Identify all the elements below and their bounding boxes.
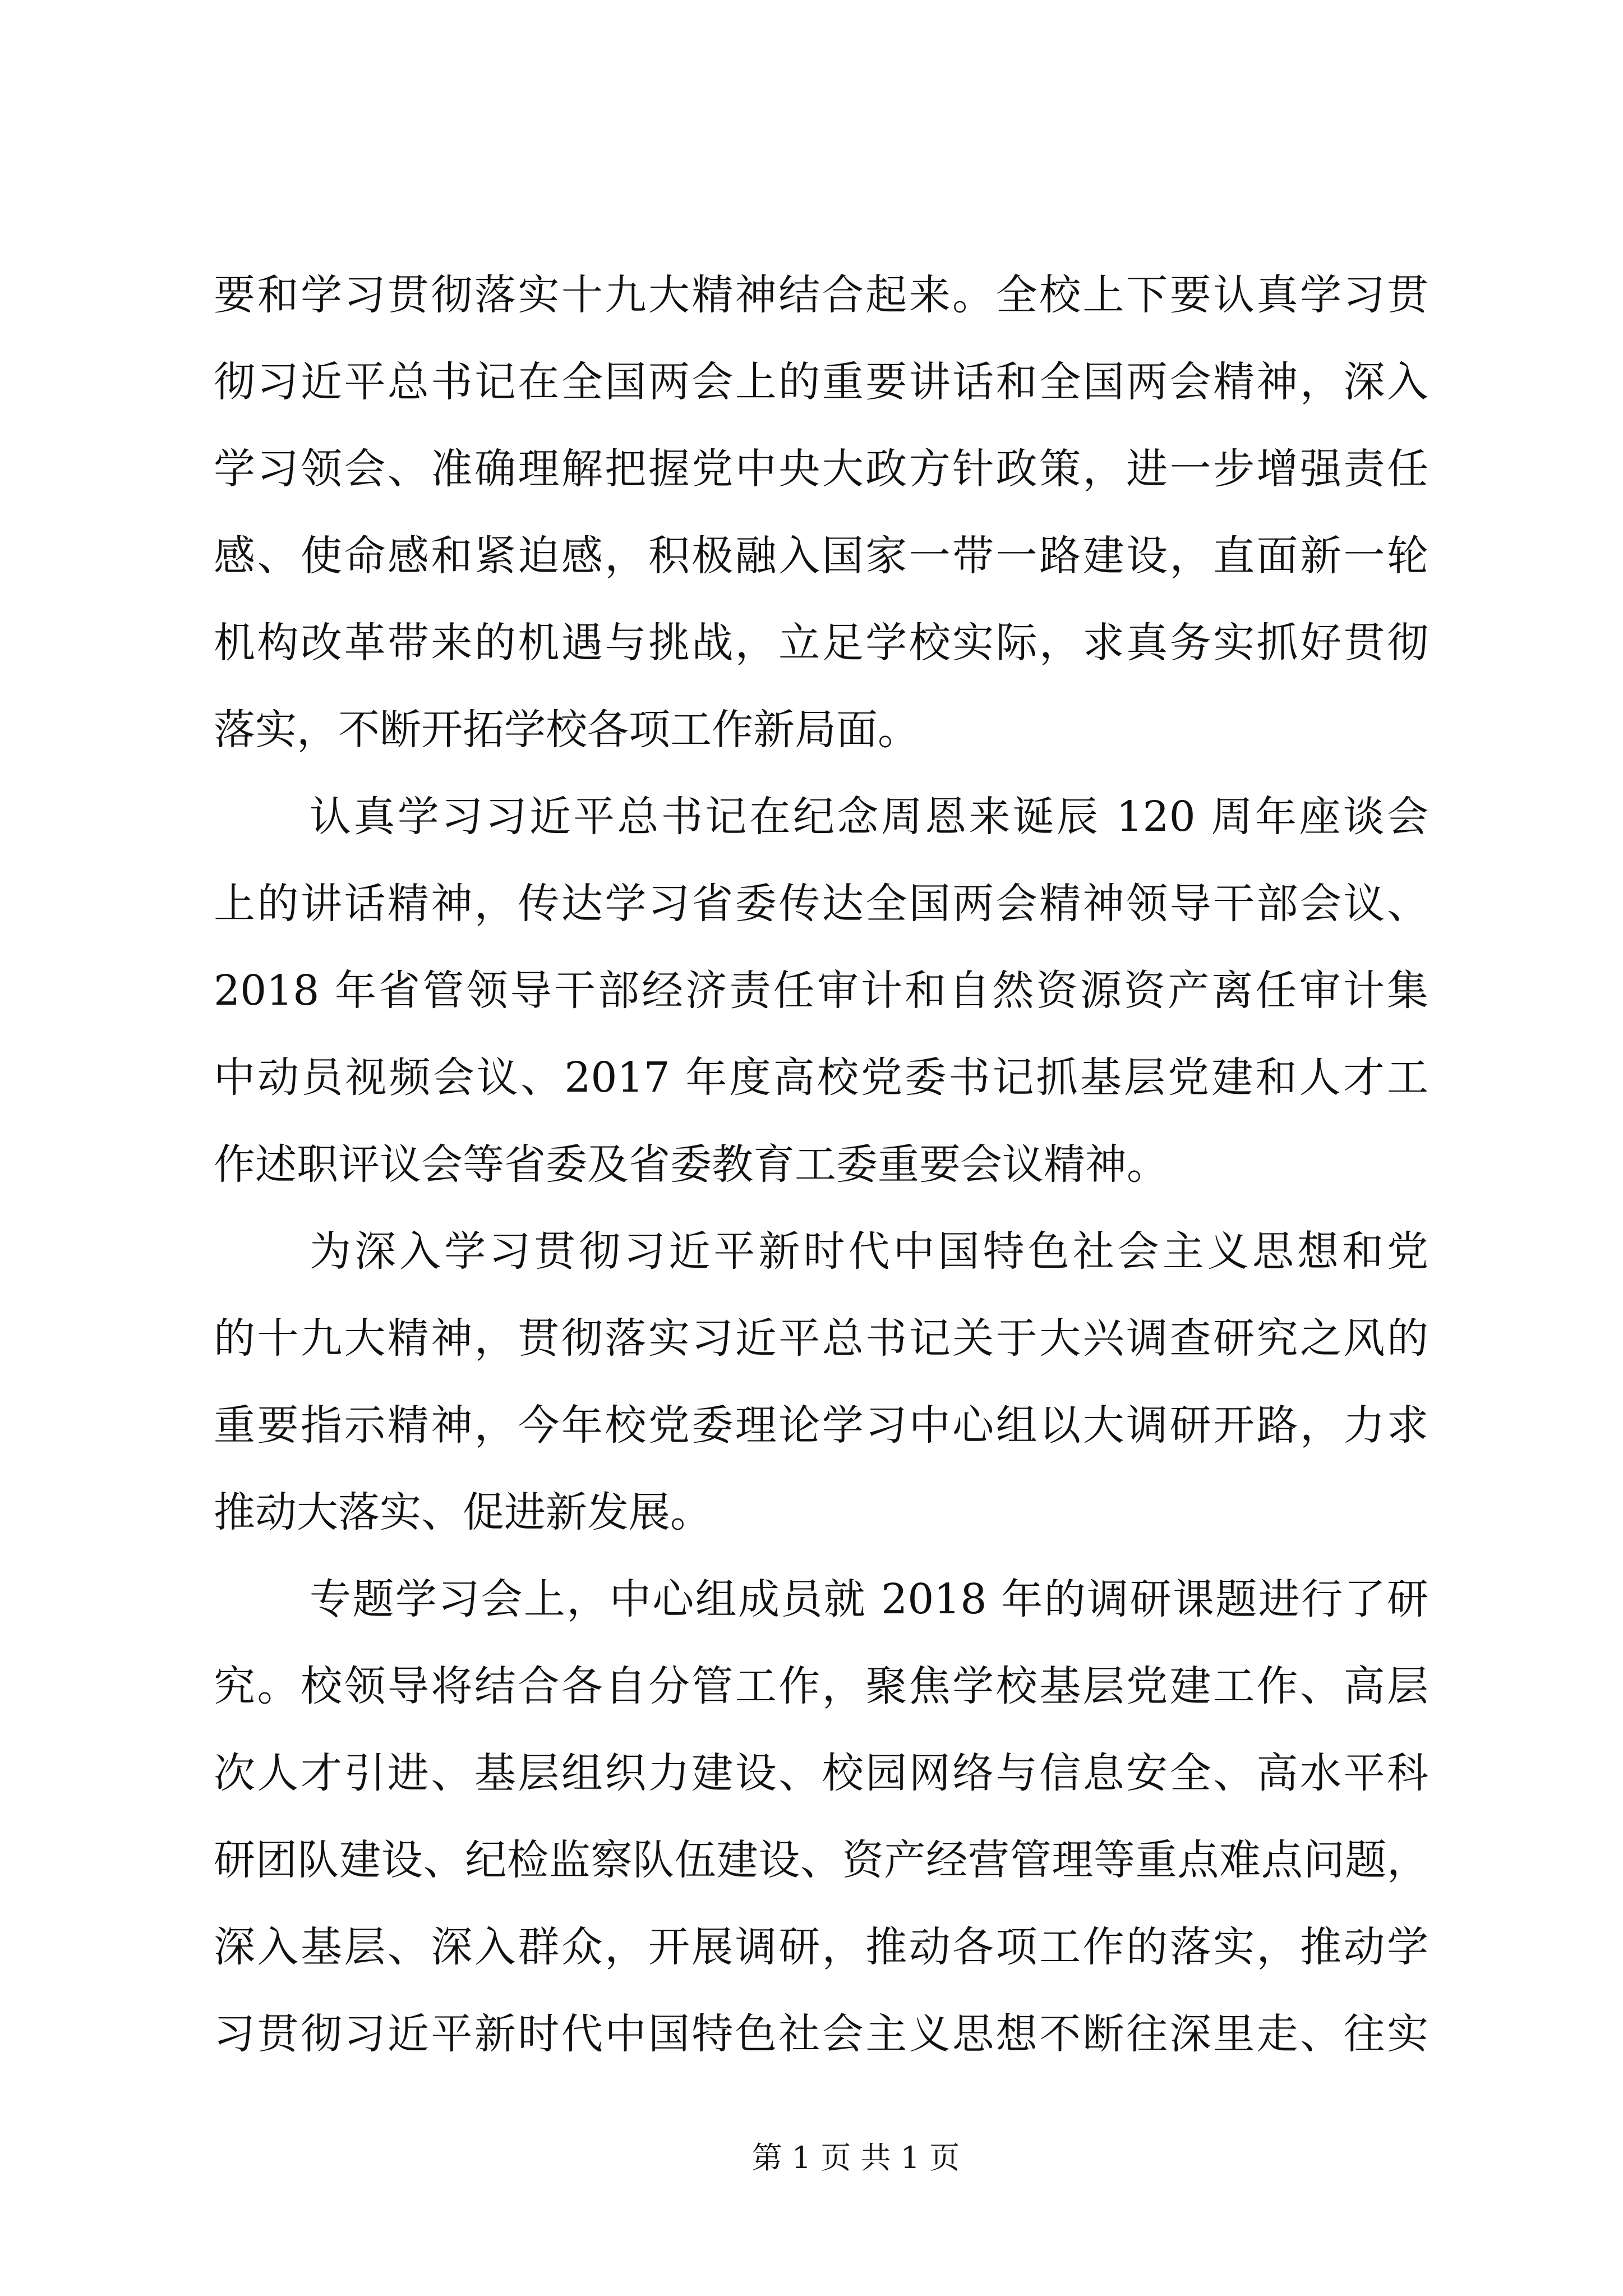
text-line: 要和学习贯彻落实十九大精神结合起来。全校上下要认真学习贯 — [214, 271, 1428, 319]
text-line: 的十九大精神，贯彻落实习近平总书记关于大兴调查研究之风的 — [214, 1314, 1428, 1363]
text-line: 彻习近平总书记在全国两会上的重要讲话和全国两会精神，深入 — [214, 358, 1428, 406]
text-line: 认真学习习近平总书记在纪念周恩来诞辰 120 周年座谈会 — [310, 793, 1428, 841]
text-line: 中动员视频会议、2017 年度高校党委书记抓基层党建和人才工 — [214, 1053, 1428, 1102]
page-footer: 第 1 页 共 1 页 — [751, 2140, 960, 2175]
text-line: 深入基层、深入群众，开展调研，推动各项工作的落实，推动学 — [214, 1923, 1428, 1971]
text-line: 专题学习会上，中心组成员就 2018 年的调研课题进行了研 — [310, 1575, 1428, 1623]
text-line: 究。校领导将结合各自分管工作，聚焦学校基层党建工作、高层 — [214, 1662, 1428, 1710]
text-line: 落实，不断开拓学校各项工作新局面。 — [214, 706, 919, 754]
text-line: 习贯彻习近平新时代中国特色社会主义思想不断往深里走、往实 — [214, 2010, 1428, 2058]
text-line: 重要指示精神，今年校党委理论学习中心组以大调研开路，力求 — [214, 1401, 1428, 1450]
paragraph — [214, 1556, 1428, 2078]
text-line: 学习领会、准确理解把握党中央大政方针政策，进一步增强责任 — [214, 445, 1428, 493]
text-line: 推动大落实、促进新发展。 — [214, 1488, 712, 1536]
paragraph — [214, 1208, 1428, 1556]
text-line: 作述职评议会等省委及省委教育工委重要会议精神。 — [214, 1140, 1168, 1189]
text-line: 上的讲话精神，传达学习省委传达全国两会精神领导干部会议、 — [214, 880, 1428, 928]
text-line: 感、使命感和紧迫感，积极融入国家一带一路建设，直面新一轮 — [214, 532, 1428, 580]
document-body — [214, 252, 1428, 2078]
text-line: 机构改革带来的机遇与挑战，立足学校实际，求真务实抓好贯彻 — [214, 619, 1428, 667]
text-line: 次人才引进、基层组织力建设、校园网络与信息安全、高水平科 — [214, 1749, 1428, 1797]
text-line: 研团队建设、纪检监察队伍建设、资产经营管理等重点难点问题， — [214, 1836, 1428, 1884]
paragraph — [214, 252, 1428, 774]
paragraph — [214, 774, 1428, 1208]
text-line: 2018 年省管领导干部经济责任审计和自然资源资产离任审计集 — [214, 967, 1428, 1015]
text-line: 为深入学习贯彻习近平新时代中国特色社会主义思想和党 — [310, 1227, 1428, 1276]
